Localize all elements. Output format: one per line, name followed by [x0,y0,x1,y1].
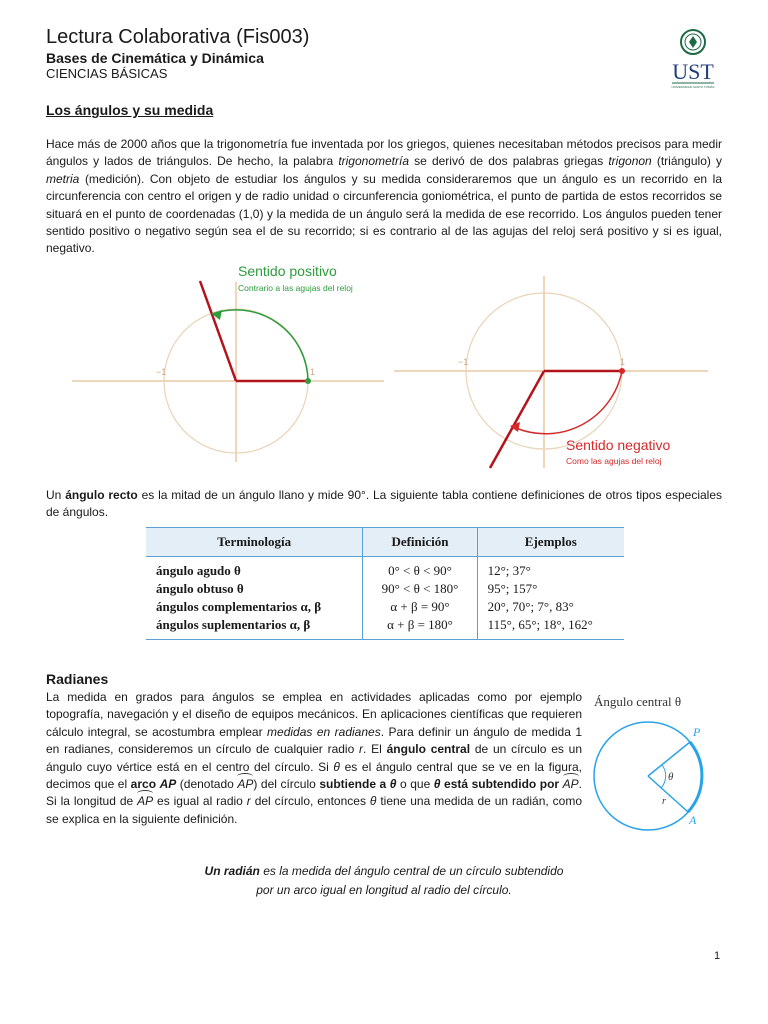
column-header: Ejemplos [477,528,624,557]
tick-label: 1 [310,367,316,377]
term-cell: ángulos complementarios α, β [156,599,322,614]
document-subtitle: Bases de Cinemática y Dinámica [46,50,264,66]
example-cell: 115°, 65°; 18°, 162° [477,616,624,640]
positive-angle-diagram [72,263,384,462]
point-p-label: P [693,725,701,739]
negative-title: Sentido negativo [566,437,671,453]
radianes-paragraph: La medida en grados para ángulos se emplea en actividades aplicadas como por ejemplo topografía, navegación y el diseño de equipos mecánicos. En aplicaciones científicas que requieren cálculo integral, se acostumbra emplear medidas en radianes. Para definir un ángulo de medida 1 en radianes, consideremos un círculo de cualquier radio r. El ángulo central de un círculo es un ángulo cuyo vértice está en el centro del círculo. Si θ es el ángulo central que se ve en la figura, decimos que el arco AP (denotado AP) del círculo subtiende a θ o que θ está subtendido por AP. Si la longitud de AP es igual al radio r del círculo, entonces θ tiene una medida de un radián, como se explica en la siguiente definición. [46,690,583,826]
angle-direction-figure [72,256,708,478]
radius-label: r [662,796,666,807]
table-header-row [146,528,624,557]
arc-ap [688,742,702,812]
ust-logo [668,28,718,98]
figure-title: Ángulo central θ [594,694,682,709]
page-number: 1 [714,950,721,962]
angle-mark [661,765,666,788]
tick-label: −1 [458,357,469,367]
section-title: Los ángulos y su medida [46,102,214,118]
logo-text: UST [672,59,714,84]
recto-paragraph: Un ángulo recto es la mitad de un ángulo llano y mide 90°. La siguiente tabla contiene definiciones de otros tipos especiales de ángulos. [46,488,723,520]
central-angle-figure [590,690,730,840]
positive-subtitle: Contrario a las agujas del reloj [238,283,353,293]
tick-label: −1 [156,367,167,377]
column-header: Definición [363,528,477,557]
negative-subtitle: Como las agujas del reloj [566,456,662,466]
table-row [146,616,624,640]
term-cell: ángulo obtuso θ [156,581,244,596]
example-cell: 20°, 70°; 7°, 83° [477,598,624,616]
angle-types-table [146,527,624,640]
negative-arc [516,371,622,434]
point-a-label: A [689,813,697,827]
terminal-ray [490,371,544,468]
example-cell: 12°; 37° [477,557,624,581]
seal-icon [681,30,705,54]
document-area: CIENCIAS BÁSICAS [46,66,168,81]
table-row [146,598,624,616]
table-row [146,557,624,581]
tick-label: 1 [620,357,626,367]
positive-title: Sentido positivo [238,263,337,279]
term-cell: ángulo agudo θ [156,563,241,578]
definition-cell: α + β = 90° [363,598,477,616]
definition-cell: 0° < θ < 90° [363,557,477,581]
logo-caption: UNIVERSIDAD SANTO TOMÁS [671,85,715,89]
positive-arc [212,310,308,381]
radian-definition: Un radián es la medida del ángulo central de un círculo subtendido por un arco igual en longitud al radio del círculo. [204,864,564,897]
radianes-title: Radianes [46,671,109,687]
intro-paragraph: Hace más de 2000 años que la trigonometría fue inventada por los griegos, quienes necesitaban métodos precisos para medir ángulos y lados de triángulos. De hecho, la palabra trigonometría se derivó de dos palabras griegas trigonon (triángulo) y metria (medición). Con objeto de estudiar los ángulos y su medida consideraremos que un ángulo es un recorrido en la circunferencia con centro el origen y de radio unidad o circunferencia goniométrica, el punto de partida de estos recorridos se situará en el punto de coordenadas (1,0) y la medida de un ángulo será la medida de ese recorrido. Los ángulos pueden tener sentido positivo o negativo según sea el de su recorrido; si es contrario al de las agujas del reloj será positivo y si es igual, negativo. [46,137,722,256]
definition-cell: 90° < θ < 180° [363,580,477,598]
document-title: Lectura Colaborativa (Fis003) [46,26,310,48]
definition-cell: α + β = 180° [363,616,477,640]
terminal-ray [200,281,236,381]
term-cell: ángulos suplementarios α, β [146,616,363,640]
table-row [146,580,624,598]
negative-angle-diagram [394,276,708,468]
example-cell: 95°; 157° [477,580,624,598]
theta-label: θ [668,771,674,783]
column-header: Terminología [146,528,363,557]
